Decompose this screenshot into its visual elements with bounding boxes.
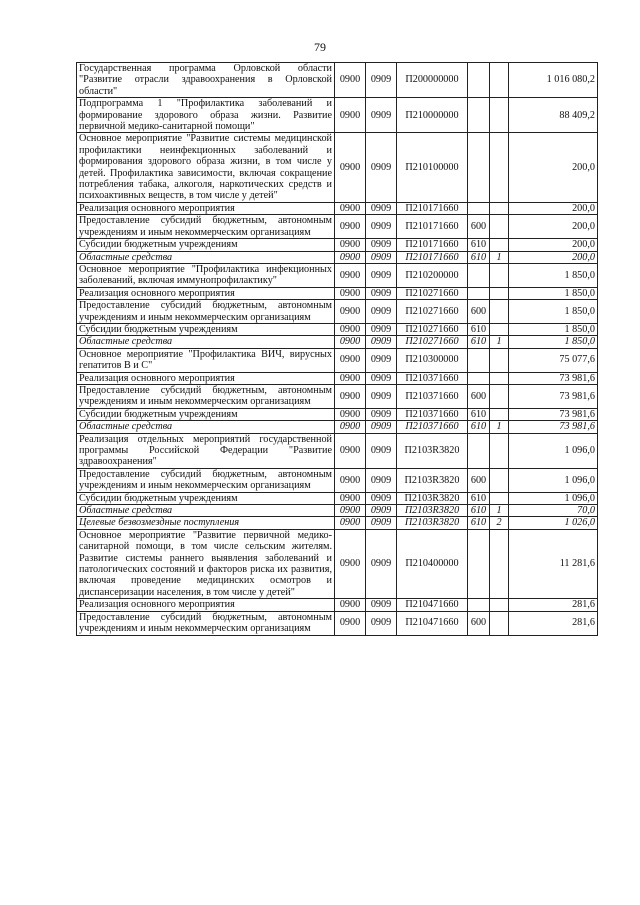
- row-section-code: 0909: [366, 215, 397, 239]
- row-section-code: 0909: [366, 336, 397, 348]
- row-amount: 200,0: [509, 133, 598, 202]
- row-section-code: 0909: [366, 251, 397, 263]
- row-target-code: П210000000: [397, 98, 468, 133]
- row-section-code: 0909: [366, 98, 397, 133]
- table-row: [77, 287, 598, 299]
- row-section-code: 0909: [366, 300, 397, 324]
- row-amount: 1 096,0: [509, 492, 598, 504]
- row-expense-type: [468, 63, 490, 98]
- table-row: [77, 529, 598, 598]
- table-row: [77, 468, 598, 492]
- table-row: [77, 599, 598, 611]
- row-amount: 1 096,0: [509, 433, 598, 468]
- row-expense-type: 610: [468, 492, 490, 504]
- row-ved-code: 0900: [335, 372, 366, 384]
- row-amount: 1 850,0: [509, 287, 598, 299]
- row-name: Областные средства: [77, 421, 335, 433]
- row-funding-source: 1: [490, 336, 509, 348]
- row-name: Предоставление субсидий бюджетным, автономным учреждениям и иным некоммерческим организациям: [77, 300, 335, 324]
- budget-table-body: [77, 63, 598, 636]
- table-row: [77, 63, 598, 98]
- table-row: [77, 98, 598, 133]
- row-funding-source: [490, 133, 509, 202]
- row-target-code: П210171660: [397, 202, 468, 214]
- row-funding-source: [490, 529, 509, 598]
- row-name: Основное мероприятие "Профилактика инфекционных заболеваний, включая иммунопрофилактику": [77, 263, 335, 287]
- row-target-code: П210171660: [397, 215, 468, 239]
- table-row: [77, 239, 598, 251]
- row-ved-code: 0900: [335, 263, 366, 287]
- row-amount: 1 850,0: [509, 300, 598, 324]
- page-number: 79: [314, 40, 326, 54]
- row-expense-type: [468, 599, 490, 611]
- table-row: [77, 202, 598, 214]
- row-ved-code: 0900: [335, 133, 366, 202]
- row-ved-code: 0900: [335, 529, 366, 598]
- row-ved-code: 0900: [335, 505, 366, 517]
- row-expense-type: [468, 348, 490, 372]
- table-row: [77, 492, 598, 504]
- row-ved-code: 0900: [335, 433, 366, 468]
- row-name: Реализация основного мероприятия: [77, 372, 335, 384]
- row-section-code: 0909: [366, 63, 397, 98]
- row-ved-code: 0900: [335, 517, 366, 529]
- table-row: [77, 323, 598, 335]
- row-funding-source: [490, 287, 509, 299]
- row-name: Областные средства: [77, 336, 335, 348]
- row-ved-code: 0900: [335, 611, 366, 635]
- row-section-code: 0909: [366, 517, 397, 529]
- row-funding-source: [490, 263, 509, 287]
- row-amount: 200,0: [509, 239, 598, 251]
- row-funding-source: [490, 372, 509, 384]
- row-section-code: 0909: [366, 384, 397, 408]
- row-target-code: П210171660: [397, 251, 468, 263]
- row-expense-type: 610: [468, 239, 490, 251]
- row-funding-source: [490, 239, 509, 251]
- row-funding-source: [490, 433, 509, 468]
- row-amount: 281,6: [509, 599, 598, 611]
- table-row: [77, 505, 598, 517]
- row-name: Целевые безвозмездные поступления: [77, 517, 335, 529]
- row-target-code: П210271660: [397, 323, 468, 335]
- table-row: [77, 300, 598, 324]
- row-name: Субсидии бюджетным учреждениям: [77, 492, 335, 504]
- row-expense-type: 610: [468, 408, 490, 420]
- row-amount: 281,6: [509, 611, 598, 635]
- row-target-code: П210400000: [397, 529, 468, 598]
- row-target-code: П210371660: [397, 421, 468, 433]
- row-target-code: П210471660: [397, 599, 468, 611]
- table-row: [77, 348, 598, 372]
- table-row: [77, 421, 598, 433]
- row-name: Реализация основного мероприятия: [77, 287, 335, 299]
- row-name: Основное мероприятие "Развитие первичной медико-санитарной помощи, в том числе сельским жителям. Развитие системы раннего выявления заболеваний и патологических состояний и факторов риска их развития, включая проведение медицинских осмотров и диспансеризации населения, в том числе у детей": [77, 529, 335, 598]
- row-expense-type: 610: [468, 336, 490, 348]
- row-section-code: 0909: [366, 492, 397, 504]
- row-ved-code: 0900: [335, 63, 366, 98]
- row-amount: 200,0: [509, 215, 598, 239]
- row-expense-type: [468, 372, 490, 384]
- row-ved-code: 0900: [335, 348, 366, 372]
- row-name: Реализация основного мероприятия: [77, 599, 335, 611]
- row-section-code: 0909: [366, 287, 397, 299]
- table-row: [77, 263, 598, 287]
- row-section-code: 0909: [366, 611, 397, 635]
- row-ved-code: 0900: [335, 300, 366, 324]
- row-ved-code: 0900: [335, 202, 366, 214]
- row-funding-source: [490, 611, 509, 635]
- row-expense-type: [468, 263, 490, 287]
- row-expense-type: 610: [468, 251, 490, 263]
- row-ved-code: 0900: [335, 287, 366, 299]
- row-section-code: 0909: [366, 348, 397, 372]
- row-expense-type: 600: [468, 215, 490, 239]
- row-name: Предоставление субсидий бюджетным, автономным учреждениям и иным некоммерческим организациям: [77, 468, 335, 492]
- row-target-code: П2103R3820: [397, 433, 468, 468]
- row-expense-type: [468, 98, 490, 133]
- row-amount: 1 026,0: [509, 517, 598, 529]
- row-name: Субсидии бюджетным учреждениям: [77, 239, 335, 251]
- row-expense-type: 610: [468, 323, 490, 335]
- row-amount: 11 281,6: [509, 529, 598, 598]
- table-row: [77, 611, 598, 635]
- table-row: [77, 133, 598, 202]
- row-funding-source: [490, 323, 509, 335]
- row-target-code: П200000000: [397, 63, 468, 98]
- row-amount: 73 981,6: [509, 421, 598, 433]
- row-funding-source: [490, 63, 509, 98]
- row-amount: 73 981,6: [509, 372, 598, 384]
- table-row: [77, 336, 598, 348]
- row-expense-type: 600: [468, 300, 490, 324]
- row-name: Предоставление субсидий бюджетным, автономным учреждениям и иным некоммерческим организациям: [77, 611, 335, 635]
- row-target-code: П210100000: [397, 133, 468, 202]
- row-ved-code: 0900: [335, 251, 366, 263]
- table-row: [77, 433, 598, 468]
- row-expense-type: 600: [468, 384, 490, 408]
- row-amount: 73 981,6: [509, 408, 598, 420]
- row-ved-code: 0900: [335, 384, 366, 408]
- row-amount: 73 981,6: [509, 384, 598, 408]
- row-amount: 75 077,6: [509, 348, 598, 372]
- row-target-code: П210271660: [397, 287, 468, 299]
- row-expense-type: [468, 133, 490, 202]
- row-name: Предоставление субсидий бюджетным, автономным учреждениям и иным некоммерческим организациям: [77, 215, 335, 239]
- row-expense-type: 610: [468, 505, 490, 517]
- row-target-code: П2103R3820: [397, 492, 468, 504]
- row-target-code: П2103R3820: [397, 505, 468, 517]
- row-expense-type: 600: [468, 468, 490, 492]
- row-ved-code: 0900: [335, 408, 366, 420]
- row-name: Реализация отдельных мероприятий государственной программы Российской Федерации "Развитие здравоохранения": [77, 433, 335, 468]
- row-ved-code: 0900: [335, 492, 366, 504]
- row-ved-code: 0900: [335, 215, 366, 239]
- row-ved-code: 0900: [335, 323, 366, 335]
- table-row: [77, 408, 598, 420]
- row-amount: 1 016 080,2: [509, 63, 598, 98]
- row-target-code: П210171660: [397, 239, 468, 251]
- row-funding-source: [490, 599, 509, 611]
- row-target-code: П210200000: [397, 263, 468, 287]
- row-section-code: 0909: [366, 529, 397, 598]
- budget-table: [76, 62, 598, 636]
- row-funding-source: [490, 348, 509, 372]
- row-name: Государственная программа Орловской области "Развитие отрасли здравоохранения в Орловской области": [77, 63, 335, 98]
- row-funding-source: [490, 202, 509, 214]
- row-ved-code: 0900: [335, 421, 366, 433]
- row-expense-type: 610: [468, 421, 490, 433]
- row-amount: 1 850,0: [509, 263, 598, 287]
- row-section-code: 0909: [366, 372, 397, 384]
- row-ved-code: 0900: [335, 468, 366, 492]
- row-target-code: П210371660: [397, 372, 468, 384]
- row-amount: 200,0: [509, 251, 598, 263]
- row-target-code: П210271660: [397, 300, 468, 324]
- table-row: [77, 517, 598, 529]
- row-expense-type: [468, 529, 490, 598]
- row-section-code: 0909: [366, 323, 397, 335]
- row-ved-code: 0900: [335, 599, 366, 611]
- row-expense-type: [468, 287, 490, 299]
- row-amount: 200,0: [509, 202, 598, 214]
- row-target-code: П210300000: [397, 348, 468, 372]
- row-section-code: 0909: [366, 468, 397, 492]
- table-row: [77, 215, 598, 239]
- row-funding-source: [490, 300, 509, 324]
- row-target-code: П2103R3820: [397, 468, 468, 492]
- table-row: [77, 251, 598, 263]
- row-name: Подпрограмма 1 "Профилактика заболеваний и формирование здорового образа жизни. Развитие первичной медико-санитарной помощи": [77, 98, 335, 133]
- row-funding-source: [490, 98, 509, 133]
- row-name: Субсидии бюджетным учреждениям: [77, 323, 335, 335]
- row-ved-code: 0900: [335, 98, 366, 133]
- row-funding-source: [490, 215, 509, 239]
- row-section-code: 0909: [366, 599, 397, 611]
- row-expense-type: [468, 433, 490, 468]
- row-name: Основное мероприятие "Развитие системы медицинской профилактики неинфекционных заболеваний и формирования здорового образа жизни, в том числе у детей. Профилактика зависимости, включая сокращение потребления табака, алкоголя, наркотических средств и психоактивных веществ, в том числе у детей": [77, 133, 335, 202]
- row-target-code: П210371660: [397, 384, 468, 408]
- row-target-code: П210371660: [397, 408, 468, 420]
- row-section-code: 0909: [366, 433, 397, 468]
- row-amount: 1 850,0: [509, 336, 598, 348]
- row-name: Областные средства: [77, 505, 335, 517]
- row-funding-source: 1: [490, 421, 509, 433]
- row-section-code: 0909: [366, 263, 397, 287]
- row-expense-type: [468, 202, 490, 214]
- row-funding-source: 1: [490, 505, 509, 517]
- row-funding-source: [490, 384, 509, 408]
- row-section-code: 0909: [366, 133, 397, 202]
- row-ved-code: 0900: [335, 336, 366, 348]
- row-funding-source: [490, 468, 509, 492]
- row-ved-code: 0900: [335, 239, 366, 251]
- row-name: Областные средства: [77, 251, 335, 263]
- row-funding-source: 2: [490, 517, 509, 529]
- row-expense-type: 600: [468, 611, 490, 635]
- row-target-code: П210471660: [397, 611, 468, 635]
- row-amount: 1 850,0: [509, 323, 598, 335]
- row-funding-source: [490, 408, 509, 420]
- row-amount: 70,0: [509, 505, 598, 517]
- row-section-code: 0909: [366, 202, 397, 214]
- row-name: Субсидии бюджетным учреждениям: [77, 408, 335, 420]
- row-section-code: 0909: [366, 408, 397, 420]
- row-target-code: П2103R3820: [397, 517, 468, 529]
- table-row: [77, 372, 598, 384]
- row-funding-source: 1: [490, 251, 509, 263]
- row-target-code: П210271660: [397, 336, 468, 348]
- table-row: [77, 384, 598, 408]
- row-expense-type: 610: [468, 517, 490, 529]
- row-section-code: 0909: [366, 421, 397, 433]
- row-funding-source: [490, 492, 509, 504]
- row-section-code: 0909: [366, 239, 397, 251]
- row-section-code: 0909: [366, 505, 397, 517]
- row-name: Реализация основного мероприятия: [77, 202, 335, 214]
- row-name: Предоставление субсидий бюджетным, автономным учреждениям и иным некоммерческим организациям: [77, 384, 335, 408]
- row-amount: 88 409,2: [509, 98, 598, 133]
- row-name: Основное мероприятие "Профилактика ВИЧ, вирусных гепатитов В и С": [77, 348, 335, 372]
- row-amount: 1 096,0: [509, 468, 598, 492]
